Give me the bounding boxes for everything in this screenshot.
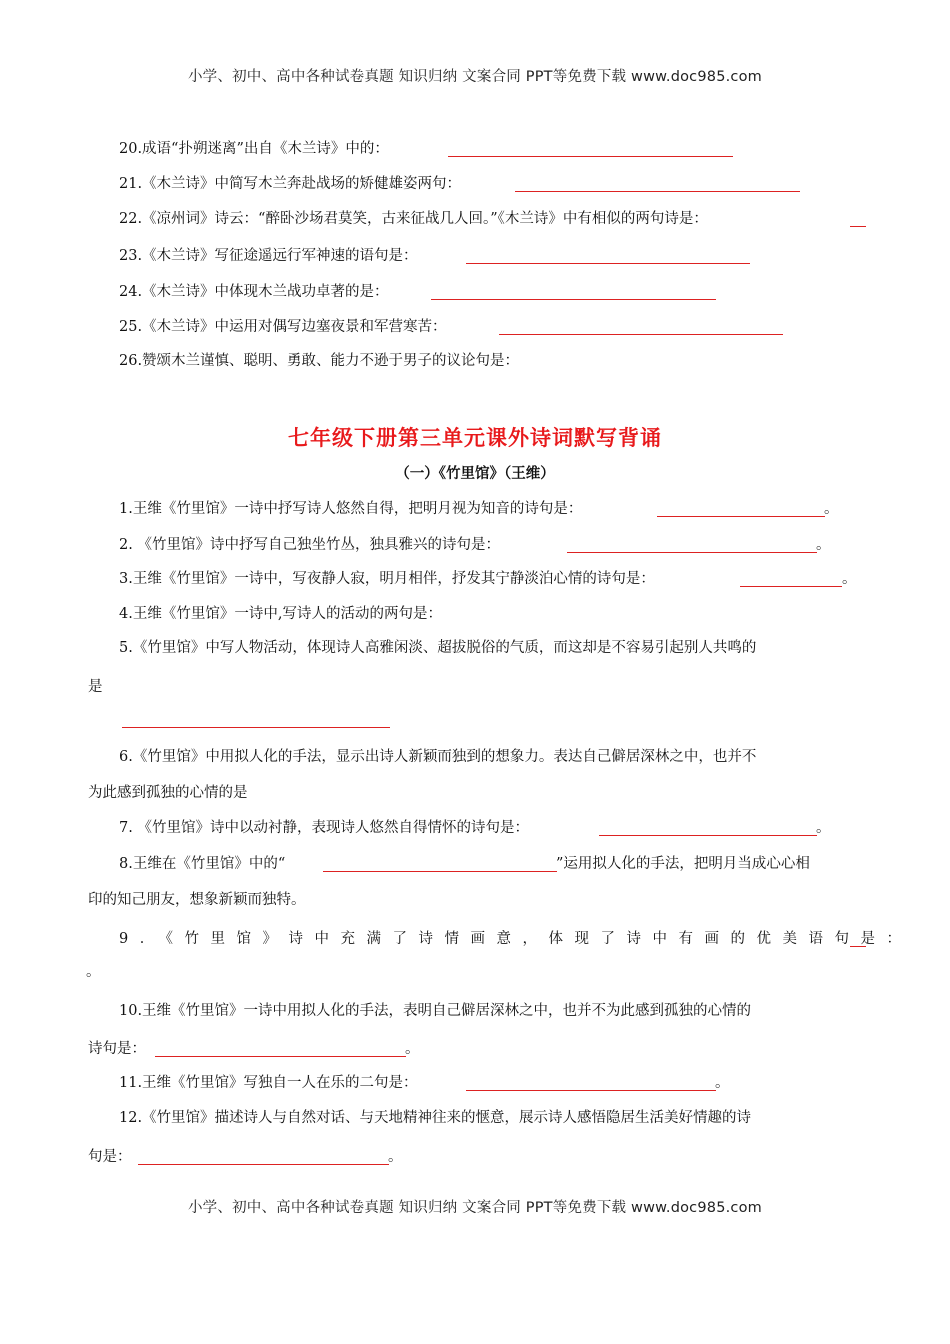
question-3 (0, 569, 950, 603)
period: 。 (842, 571, 857, 587)
question-12 (0, 1108, 950, 1142)
period: 。 (388, 1149, 403, 1165)
question-25 (0, 317, 950, 351)
section-subtitle: （一）《竹里馆》（王维） (395, 466, 555, 482)
period: 。 (816, 820, 831, 836)
question-text: 5.《竹里馆》中写人物活动，体现诗人高雅闲淡、超拔脱俗的气质，而这却是不容易引起别人共鸣的 (119, 640, 757, 656)
question-26 (0, 351, 950, 385)
question-text: 诗句是： (88, 1041, 146, 1057)
period: 。 (405, 1041, 420, 1057)
period: 。 (715, 1075, 730, 1091)
answer-blank[interactable] (515, 176, 800, 192)
answer-blank[interactable] (466, 248, 750, 264)
question-text: 1.王维《竹里馆》一诗中抒写诗人悠然自得，把明月视为知音的诗句是： (119, 501, 583, 517)
question-text: 25.《木兰诗》中运用对偶写边塞夜景和军营寒苦： (119, 319, 447, 335)
answer-blank[interactable] (567, 537, 817, 553)
period: 。 (816, 537, 831, 553)
answer-blank[interactable] (122, 712, 390, 728)
question-text: 24.《木兰诗》中体现木兰战功卓著的是： (119, 284, 389, 300)
question-22 (0, 209, 950, 243)
question-text: 为此感到孤独的心情的是 (88, 785, 248, 801)
question-text: 21.《木兰诗》中简写木兰奔赴战场的矫健雄姿两句： (119, 176, 462, 192)
answer-blank[interactable] (850, 931, 866, 947)
question-2 (0, 535, 950, 569)
question-9 (0, 929, 950, 963)
question-text: 26.赞颂木兰谨慎、聪明、勇敢、能力不逊于男子的议论句是： (119, 353, 520, 369)
question-6 (0, 747, 950, 781)
question-5-answer (0, 710, 950, 744)
question-text: 2. 《竹里馆》诗中抒写自己独坐竹丛，独具雅兴的诗句是： (119, 537, 500, 553)
question-text: 6.《竹里馆》中用拟人化的手法，显示出诗人新颖而独到的想象力。表达自己僻居深林之中，也并不 (119, 749, 757, 765)
answer-blank[interactable] (323, 856, 557, 872)
question-text: 22.《凉州词》诗云：“醉卧沙场君莫笑，古来征战几人回。”《木兰诗》中有相似的两句诗是： (119, 211, 708, 227)
question-11 (0, 1073, 950, 1107)
question-8 (0, 854, 950, 888)
question-21 (0, 174, 950, 208)
question-text: 12.《竹里馆》描述诗人与自然对话、与天地精神往来的惬意，展示诗人感悟隐居生活美好情趣的诗 (119, 1110, 752, 1126)
question-text: 23.《木兰诗》写征途遥远行军神速的语句是： (119, 248, 418, 264)
question-10 (0, 1001, 950, 1035)
question-text: 11.王维《竹里馆》写独自一人在乐的二句是： (119, 1075, 418, 1091)
answer-blank[interactable] (599, 820, 817, 836)
question-5-cont (0, 677, 950, 711)
answer-blank[interactable] (155, 1041, 406, 1057)
question-text: 4.王维《竹里馆》一诗中,写诗人的活动的两句是： (119, 606, 442, 622)
question-23 (0, 246, 950, 280)
answer-blank[interactable] (850, 211, 866, 227)
answer-blank[interactable] (499, 319, 783, 335)
answer-blank[interactable] (448, 141, 733, 157)
question-text: 20.成语“扑朔迷离”出自《木兰诗》中的： (119, 141, 389, 157)
section-title: 七年级下册第三单元课外诗词默写背诵 (288, 426, 662, 450)
page-footer: 小学、初中、高中各种试卷真题 知识归纳 文案合同 PPT等免费下载 www.doc985.com (187, 1200, 763, 1216)
question-text: 印的知己朋友，想象新颖而独特。 (88, 892, 306, 908)
question-text: 10.王维《竹里馆》一诗中用拟人化的手法，表明自己僻居深林之中，也并不为此感到孤独的心情的 (119, 1003, 752, 1019)
answer-blank[interactable] (657, 501, 825, 517)
page-header: 小学、初中、高中各种试卷真题 知识归纳 文案合同 PPT等免费下载 www.doc985.com (187, 69, 763, 85)
question-5 (0, 638, 950, 672)
question-text: 8.王维在《竹里馆》中的“ (119, 856, 286, 872)
question-12-cont (0, 1147, 950, 1181)
question-7 (0, 818, 950, 852)
question-text: ”运用拟人化的手法，把明月当成心心相 (556, 856, 810, 872)
answer-blank[interactable] (431, 284, 716, 300)
period: 。 (86, 964, 101, 980)
question-24 (0, 282, 950, 316)
question-4 (0, 604, 950, 638)
question-text: 9．《竹里馆》诗中充满了诗情画意，体现了诗中有画的优美语句是： (119, 931, 913, 947)
question-text: 3.王维《竹里馆》一诗中，写夜静人寂，明月相伴，抒发其宁静淡泊心情的诗句是： (119, 571, 655, 587)
question-10-cont (0, 1039, 950, 1073)
question-20 (0, 139, 950, 173)
question-9-cont (0, 962, 950, 996)
question-text: 7. 《竹里馆》诗中以动衬静，表现诗人悠然自得情怀的诗句是： (119, 820, 529, 836)
question-text: 句是： (88, 1149, 132, 1165)
question-8-cont (0, 890, 950, 924)
question-1 (0, 499, 950, 533)
answer-blank[interactable] (466, 1075, 716, 1091)
answer-blank[interactable] (740, 571, 842, 587)
answer-blank[interactable] (138, 1149, 389, 1165)
question-6-cont (0, 783, 950, 817)
question-text: 是 (88, 679, 103, 695)
period: 。 (824, 501, 839, 517)
